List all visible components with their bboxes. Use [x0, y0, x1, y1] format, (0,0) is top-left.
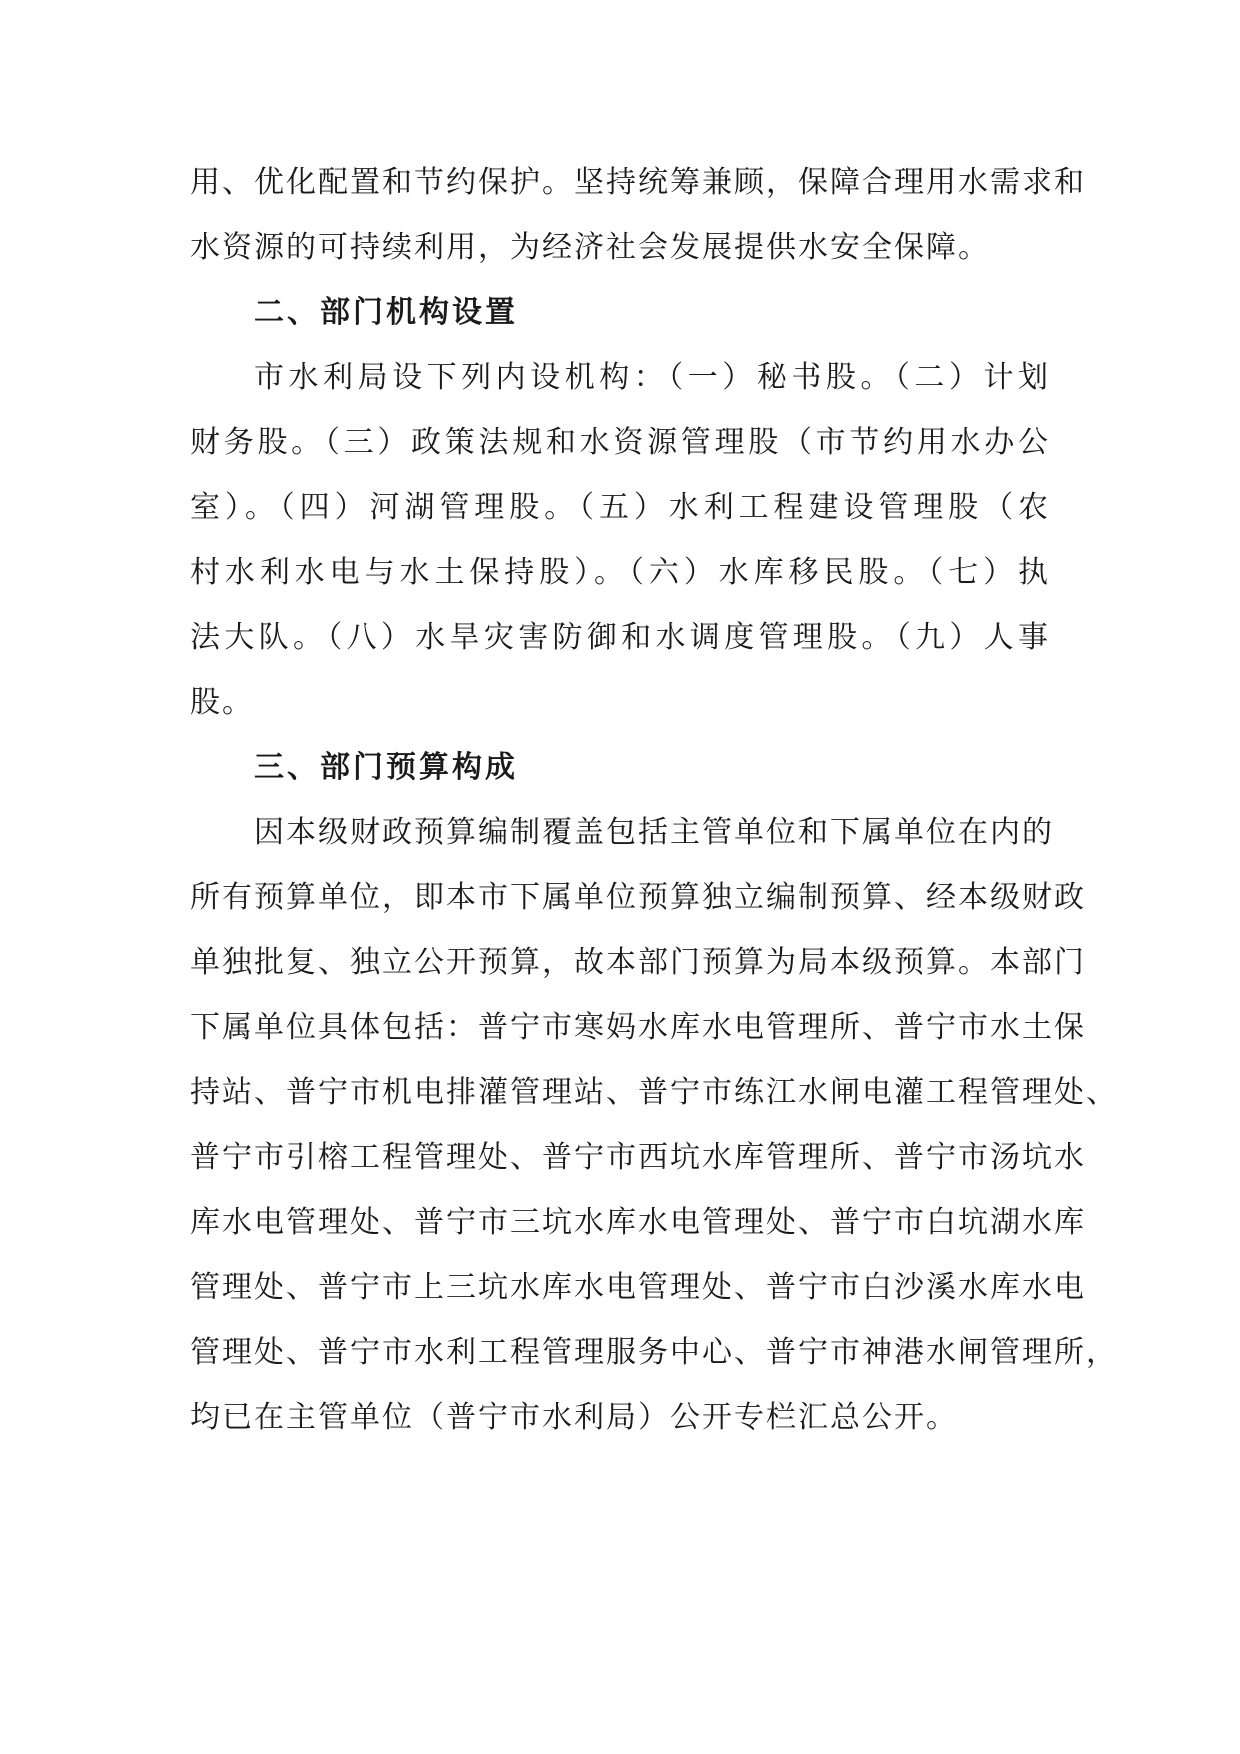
document-body: [190, 150, 1118, 1450]
paragraph-line: 水资源的可持续利用，为经济社会发展提供水安全保障。: [190, 230, 990, 265]
paragraph-line: 持站、普宁市机电排灌管理站、普宁市练江水闸电灌工程管理处、: [190, 1075, 1118, 1110]
paragraph-line: 因本级财政预算编制覆盖包括主管单位和下属单位在内的: [254, 815, 1054, 850]
paragraph-line: 管理处、普宁市水利工程管理服务中心、普宁市神港水闸管理所，: [190, 1335, 1118, 1370]
paragraph-line: 用、优化配置和节约保护。坚持统筹兼顾，保障合理用水需求和: [190, 165, 1086, 200]
paragraph-line: 市水利局设下列内设机构：（一）秘书股。（二）计划: [254, 360, 1050, 395]
section-budget-composition: [190, 735, 1118, 1450]
intro-paragraph: [190, 150, 1086, 280]
paragraph-line: 财务股。（三）政策法规和水资源管理股（市节约用水办公: [190, 425, 1050, 460]
paragraph-line: 下属单位具体包括：普宁市寒妈水库水电管理所、普宁市水土保: [190, 1010, 1086, 1045]
paragraph-line: 普宁市引榕工程管理处、普宁市西坑水库管理所、普宁市汤坑水: [190, 1140, 1086, 1175]
section-org-structure: [190, 280, 1050, 735]
paragraph-line: 管理处、普宁市上三坑水库水电管理处、普宁市白沙溪水库水电: [190, 1270, 1086, 1305]
paragraph-line: 村水利水电与水土保持股）。（六）水库移民股。（七）执: [190, 555, 1050, 590]
paragraph-line: 单独批复、独立公开预算，故本部门预算为局本级预算。本部门: [190, 945, 1086, 980]
paragraph-line: 所有预算单位，即本市下属单位预算独立编制预算、经本级财政: [190, 880, 1086, 915]
paragraph-line: 室）。（四）河湖管理股。（五）水利工程建设管理股（农: [190, 490, 1050, 525]
section-heading: 二、部门机构设置: [254, 295, 518, 330]
paragraph-line: 法大队。（八）水旱灾害防御和水调度管理股。（九）人事: [190, 620, 1050, 655]
paragraph-line: 股。: [190, 685, 254, 720]
paragraph-line: 库水电管理处、普宁市三坑水库水电管理处、普宁市白坑湖水库: [190, 1205, 1086, 1240]
paragraph-line: 均已在主管单位（普宁市水利局）公开专栏汇总公开。: [190, 1400, 958, 1435]
section-heading: 三、部门预算构成: [254, 750, 518, 785]
